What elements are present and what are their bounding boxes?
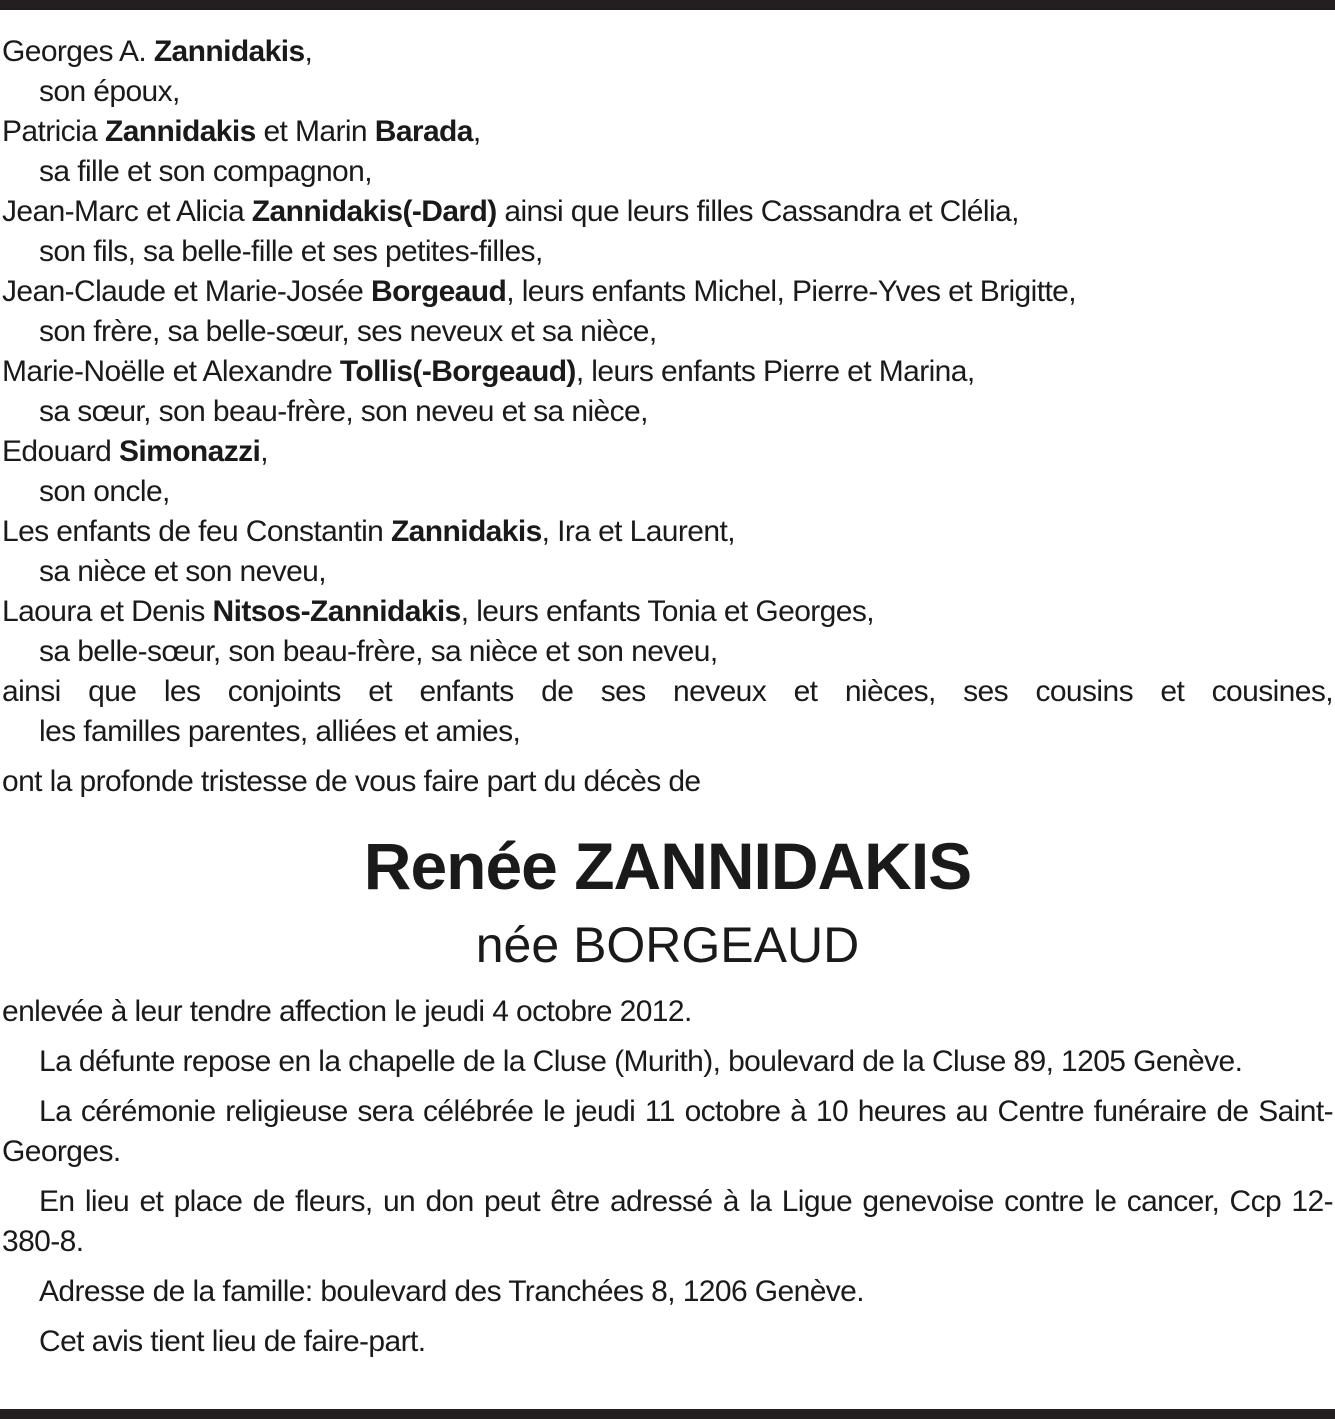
family-member-line: Marie-Noëlle et Alexandre Tollis(-Borgeaud), leurs enfants Pierre et Marina, bbox=[2, 355, 975, 388]
family-member-line: Laoura et Denis Nitsos-Zannidakis, leurs enfants Tonia et Georges, bbox=[2, 595, 874, 628]
paragraph-address: Adresse de la famille: boulevard des Tranchées 8, 1206 Genève. bbox=[39, 1275, 864, 1308]
family-member-line: Jean-Marc et Alicia Zannidakis(-Dard) ainsi que leurs filles Cassandra et Clélia, bbox=[2, 195, 1019, 228]
family-relation: son oncle, bbox=[39, 475, 170, 508]
obituary-notice bbox=[2, 32, 1333, 1362]
family-relation: sa belle-sœur, son beau-frère, sa nièce et son neveu, bbox=[39, 635, 718, 668]
family-member-line: Edouard Simonazzi, bbox=[2, 435, 269, 468]
paragraph-donation: En lieu et place de fleurs, un don peut être adressé à la Ligue genevoise contre le cancer, Ccp 12-380-8. bbox=[2, 1185, 1333, 1258]
family-relation: son fils, sa belle-fille et ses petites-filles, bbox=[39, 235, 543, 268]
bottom-rule bbox=[0, 1409, 1335, 1419]
family-member-line: Jean-Claude et Marie-Josée Borgeaud, leurs enfants Michel, Pierre-Yves et Brigitte, bbox=[2, 275, 1076, 308]
paragraph-notice: Cet avis tient lieu de faire-part. bbox=[39, 1325, 426, 1358]
family-relation: sa sœur, son beau-frère, son neveu et sa nièce, bbox=[39, 395, 648, 428]
family-member-line: Les enfants de feu Constantin Zannidakis, Ira et Laurent, bbox=[2, 515, 735, 548]
maiden-name: née BORGEAUD bbox=[475, 917, 860, 973]
family-relation: sa fille et son compagnon, bbox=[39, 155, 372, 188]
family-relation: son frère, sa belle-sœur, ses neveux et sa nièce, bbox=[39, 315, 657, 348]
family-relation: son époux, bbox=[39, 75, 180, 108]
announcement-text: ont la profonde tristesse de vous faire part du décès de bbox=[2, 765, 701, 798]
paragraph-ceremony: La cérémonie religieuse sera célébrée le jeudi 11 octobre à 10 heures au Centre funéraire de Saint-Georges. bbox=[2, 1095, 1333, 1168]
deceased-name: Renée ZANNIDAKIS bbox=[363, 829, 972, 903]
extended-family-relation: les familles parentes, alliées et amies, bbox=[39, 715, 521, 748]
extended-family-line: ainsi que les conjoints et enfants de ses neveux et nièces, ses cousins et cousines, bbox=[2, 675, 1333, 708]
top-rule bbox=[0, 0, 1335, 10]
family-member-line: Georges A. Zannidakis, bbox=[2, 35, 313, 68]
date-line: enlevée à leur tendre affection le jeudi 4 octobre 2012. bbox=[2, 995, 692, 1028]
family-member-line: Patricia Zannidakis et Marin Barada, bbox=[2, 115, 481, 148]
paragraph-viewing: La défunte repose en la chapelle de la Cluse (Murith), boulevard de la Cluse 89, 1205 Genève. bbox=[39, 1045, 1243, 1078]
family-relation: sa nièce et son neveu, bbox=[39, 555, 327, 588]
